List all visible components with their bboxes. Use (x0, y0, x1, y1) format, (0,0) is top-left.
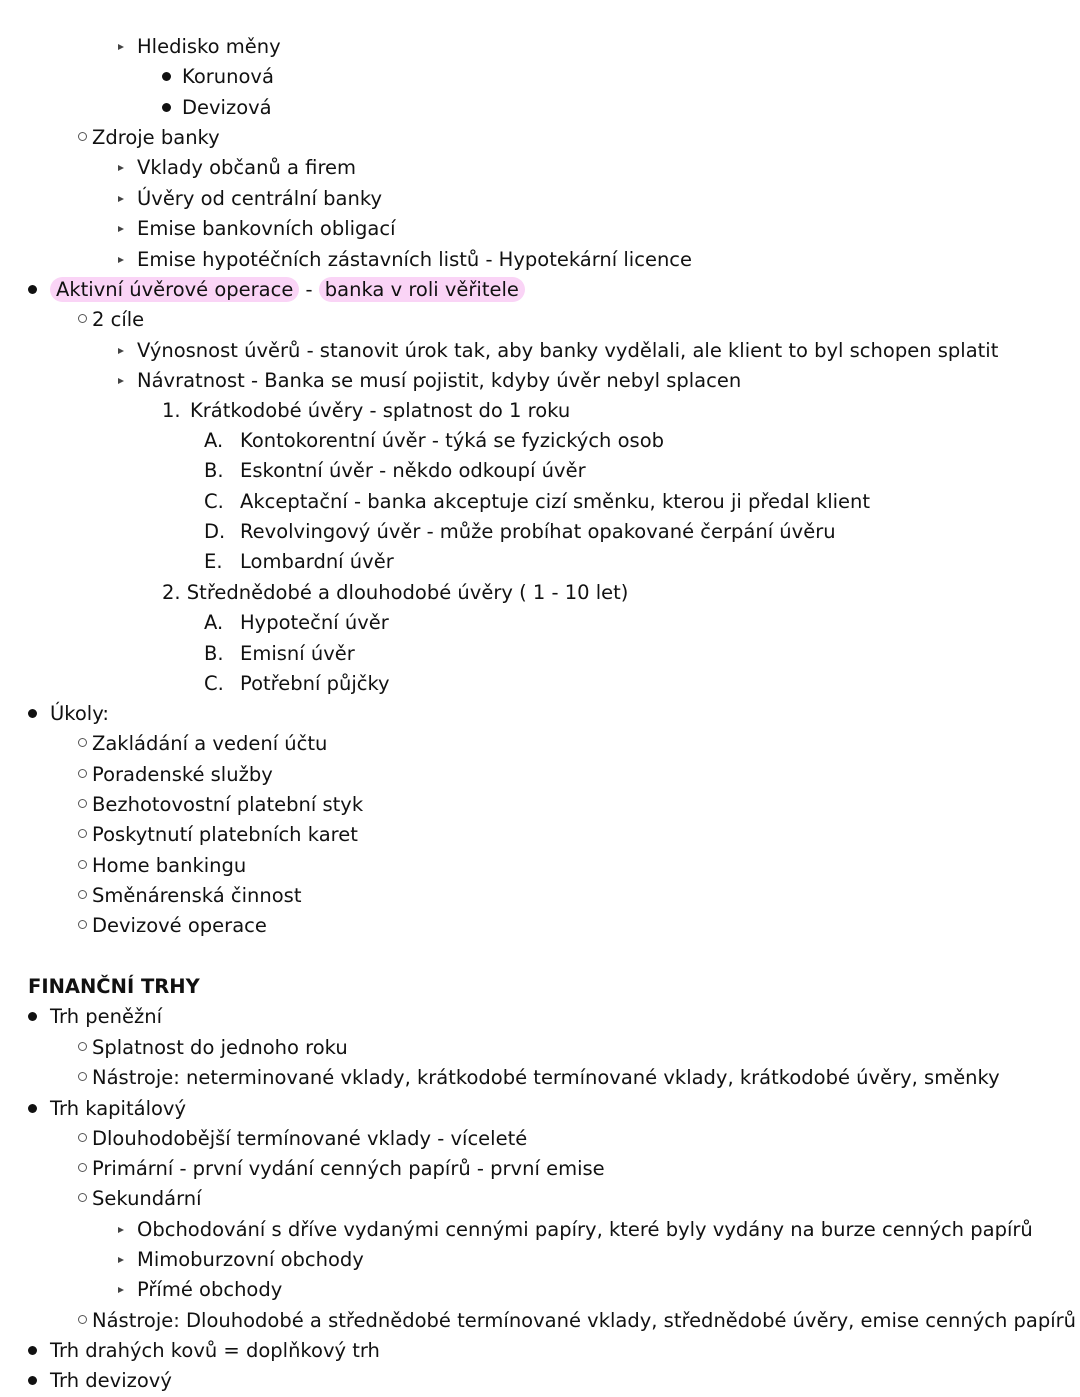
item-text: Revolvingový úvěr - může probíhat opakované čerpání úvěru (240, 520, 836, 543)
outline-item (78, 123, 220, 153)
item-text: Devizová (182, 96, 272, 119)
item-text: Primární - první vydání cenných papírů - první emise (92, 1157, 605, 1180)
outline-item (204, 456, 586, 486)
outline-item (204, 608, 389, 638)
item-text: Zakládání a vedení účtu (92, 732, 328, 755)
list-label: B. (204, 642, 224, 665)
item-text: Trh drahých kovů = doplňkový trh (50, 1339, 380, 1362)
circle-bullet-icon (78, 1042, 87, 1051)
outline-item (118, 153, 356, 183)
item-text: Nástroje: Dlouhodobé a střednědobé termínované vklady, střednědobé úvěry, emise cenných papírů (92, 1309, 1077, 1332)
outline-item (78, 1154, 605, 1184)
item-text: Trh peněžní (50, 1005, 163, 1028)
item-text: Poradenské služby (92, 763, 273, 786)
circle-bullet-icon (78, 860, 87, 869)
triangle-bullet-icon (118, 1287, 124, 1293)
outline-item (204, 669, 390, 699)
highlighted-text: banka v roli věřitele (319, 277, 525, 302)
outline-item (28, 1094, 186, 1124)
outline-item (78, 729, 327, 759)
outline-item (78, 760, 273, 790)
outline-item (204, 547, 394, 577)
item-text: 2. Střednědobé a dlouhodobé úvěry ( 1 - 10 let) (162, 581, 629, 604)
outline-item (118, 184, 382, 214)
outline-item (28, 275, 525, 305)
outline-item (118, 1215, 1033, 1245)
circle-bullet-icon (78, 769, 87, 778)
outline-item (118, 336, 998, 366)
disc-bullet-icon (28, 1012, 37, 1021)
outline-item (78, 820, 358, 850)
list-label: B. (204, 459, 224, 482)
item-text: Úvěry od centrální banky (137, 187, 382, 210)
circle-bullet-icon (78, 1315, 87, 1324)
highlighted-text: Aktivní úvěrové operace (50, 277, 299, 302)
list-label: A. (204, 611, 224, 634)
outline-item (162, 93, 272, 123)
disc-bullet-icon (28, 1346, 37, 1355)
circle-bullet-icon (78, 132, 87, 141)
item-text: Zdroje banky (92, 126, 220, 149)
circle-bullet-icon (78, 1163, 87, 1172)
outline-item (118, 32, 281, 62)
outline-item (78, 1124, 527, 1154)
triangle-bullet-icon (118, 378, 124, 384)
item-text: - (299, 278, 319, 301)
item-text: Emise bankovních obligací (137, 217, 396, 240)
item-text: FINANČNÍ TRHY (28, 975, 200, 998)
item-text: Úkoly: (50, 702, 109, 725)
disc-bullet-icon (28, 285, 37, 294)
circle-bullet-icon (78, 314, 87, 323)
triangle-bullet-icon (118, 196, 124, 202)
circle-bullet-icon (78, 829, 87, 838)
outline-item (78, 1184, 202, 1214)
outline-item (118, 245, 692, 275)
outline-item (162, 578, 628, 608)
item-text: Korunová (182, 65, 274, 88)
item-text: Kontokorentní úvěr - týká se fyzických osob (240, 429, 665, 452)
outline-item (28, 1002, 162, 1032)
list-label: E. (204, 550, 223, 573)
list-label: C. (204, 672, 224, 695)
item-text: Vklady občanů a firem (137, 156, 357, 179)
section-heading (28, 972, 200, 1002)
item-text: Hypoteční úvěr (240, 611, 389, 634)
outline-item (28, 1366, 172, 1396)
item-text: Eskontní úvěr - někdo odkoupí úvěr (240, 459, 586, 482)
outline-item (162, 62, 274, 92)
outline-item (118, 1245, 364, 1275)
triangle-bullet-icon (118, 44, 124, 50)
outline-item (204, 426, 664, 456)
outline-item (78, 851, 246, 881)
outline-item (78, 1063, 1000, 1093)
item-text: Návratnost - Banka se musí pojistit, kdyby úvěr nebyl splacen (137, 369, 742, 392)
outline-item (78, 881, 301, 911)
triangle-bullet-icon (118, 1227, 124, 1233)
item-text: 2 cíle (92, 308, 145, 331)
item-text: Lombardní úvěr (240, 550, 394, 573)
outline-item (162, 396, 570, 426)
item-text: Emise hypotéčních zástavních listů - Hypotekární licence (137, 248, 693, 271)
outline-item (78, 305, 144, 335)
disc-bullet-icon (162, 72, 171, 81)
triangle-bullet-icon (118, 1257, 124, 1263)
list-label: D. (204, 520, 226, 543)
triangle-bullet-icon (118, 165, 124, 171)
item-text: Poskytnutí platebních karet (92, 823, 358, 846)
circle-bullet-icon (78, 1072, 87, 1081)
outline-item (78, 1033, 348, 1063)
triangle-bullet-icon (118, 226, 124, 232)
item-text: Devizové operace (92, 914, 267, 937)
item-text: Trh devizový (50, 1369, 172, 1392)
item-text: Potřební půjčky (240, 672, 390, 695)
circle-bullet-icon (78, 738, 87, 747)
item-text: Nástroje: neterminované vklady, krátkodobé termínované vklady, krátkodobé úvěry, směnky (92, 1066, 1000, 1089)
outline-item (118, 1275, 282, 1305)
item-text: Splatnost do jednoho roku (92, 1036, 348, 1059)
list-label: C. (204, 490, 224, 513)
outline-item (78, 911, 267, 941)
item-text: Směnárenská činnost (92, 884, 302, 907)
outline-item (118, 214, 396, 244)
disc-bullet-icon (28, 709, 37, 718)
outline-item (204, 639, 355, 669)
item-text: Hledisko měny (137, 35, 281, 58)
outline-item (204, 517, 836, 547)
triangle-bullet-icon (118, 257, 124, 263)
item-text: Dlouhodobější termínované vklady - víceleté (92, 1127, 528, 1150)
disc-bullet-icon (28, 1104, 37, 1113)
item-text: Mimoburzovní obchody (137, 1248, 364, 1271)
list-label: A. (204, 429, 224, 452)
item-text: Bezhotovostní platební styk (92, 793, 364, 816)
outline-item (28, 699, 109, 729)
outline-item (78, 1306, 1076, 1336)
list-label: 1. (162, 399, 181, 422)
item-text: Home bankingu (92, 854, 247, 877)
item-text: Emisní úvěr (240, 642, 355, 665)
item-text: Přímé obchody (137, 1278, 283, 1301)
item-text: Krátkodobé úvěry - splatnost do 1 roku (190, 399, 571, 422)
disc-bullet-icon (162, 103, 171, 112)
triangle-bullet-icon (118, 348, 124, 354)
outline-item (28, 1336, 380, 1366)
circle-bullet-icon (78, 890, 87, 899)
disc-bullet-icon (28, 1376, 37, 1385)
outline-item (204, 487, 870, 517)
item-text: Výnosnost úvěrů - stanovit úrok tak, aby banky vydělali, ale klient to byl schopen splatit (137, 339, 999, 362)
item-text: Akceptační - banka akceptuje cizí směnku, kterou ji předal klient (240, 490, 871, 513)
item-text: Trh kapitálový (50, 1097, 186, 1120)
outline-item (78, 790, 363, 820)
circle-bullet-icon (78, 1193, 87, 1202)
outline-item (118, 366, 741, 396)
item-text: Sekundární (92, 1187, 202, 1210)
item-text: Obchodování s dříve vydanými cennými papíry, které byly vydány na burze cenných papírů (137, 1218, 1033, 1241)
circle-bullet-icon (78, 799, 87, 808)
circle-bullet-icon (78, 920, 87, 929)
circle-bullet-icon (78, 1133, 87, 1142)
